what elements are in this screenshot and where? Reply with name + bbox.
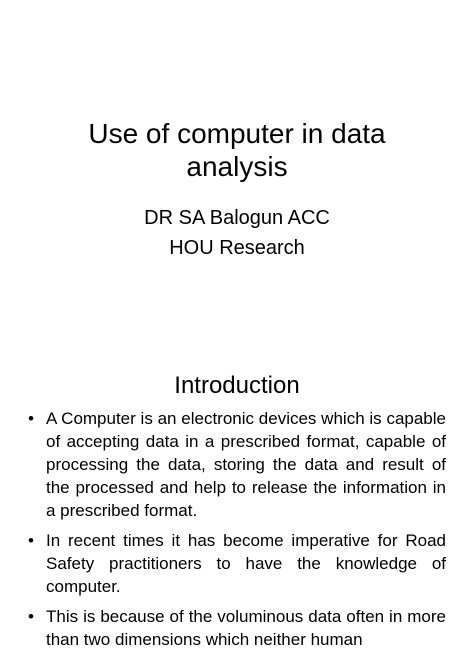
organization-name: HOU Research <box>169 237 305 259</box>
bullet-item <box>24 529 446 598</box>
introduction-slide <box>0 316 474 649</box>
title-line-1: Use of computer in data <box>88 118 386 149</box>
bullet-text: A Computer is an electronic devices which is capable of accepting data in a prescribed format, capable of processing the data, storing the data and result of the processed and help to release the information in a prescribed format. <box>46 409 446 520</box>
bullet-icon: • <box>28 531 34 550</box>
author-name: DR SA Balogun ACC <box>144 207 330 229</box>
title-line-2: analysis <box>186 151 288 182</box>
bullet-icon: • <box>28 409 34 428</box>
bullet-text: In recent times it has become imperative for Road Safety practitioners to have the knowledge of computer. <box>46 531 446 596</box>
bullet-item <box>24 407 446 522</box>
bullet-list <box>24 407 446 658</box>
bullet-item <box>24 605 446 651</box>
presentation-title <box>0 117 474 183</box>
title-slide <box>0 0 474 316</box>
slide-title: Introduction <box>174 372 300 399</box>
bullet-text: This is because of the voluminous data often in more than two dimensions which neither human <box>46 607 446 649</box>
bullet-icon: • <box>28 607 34 626</box>
